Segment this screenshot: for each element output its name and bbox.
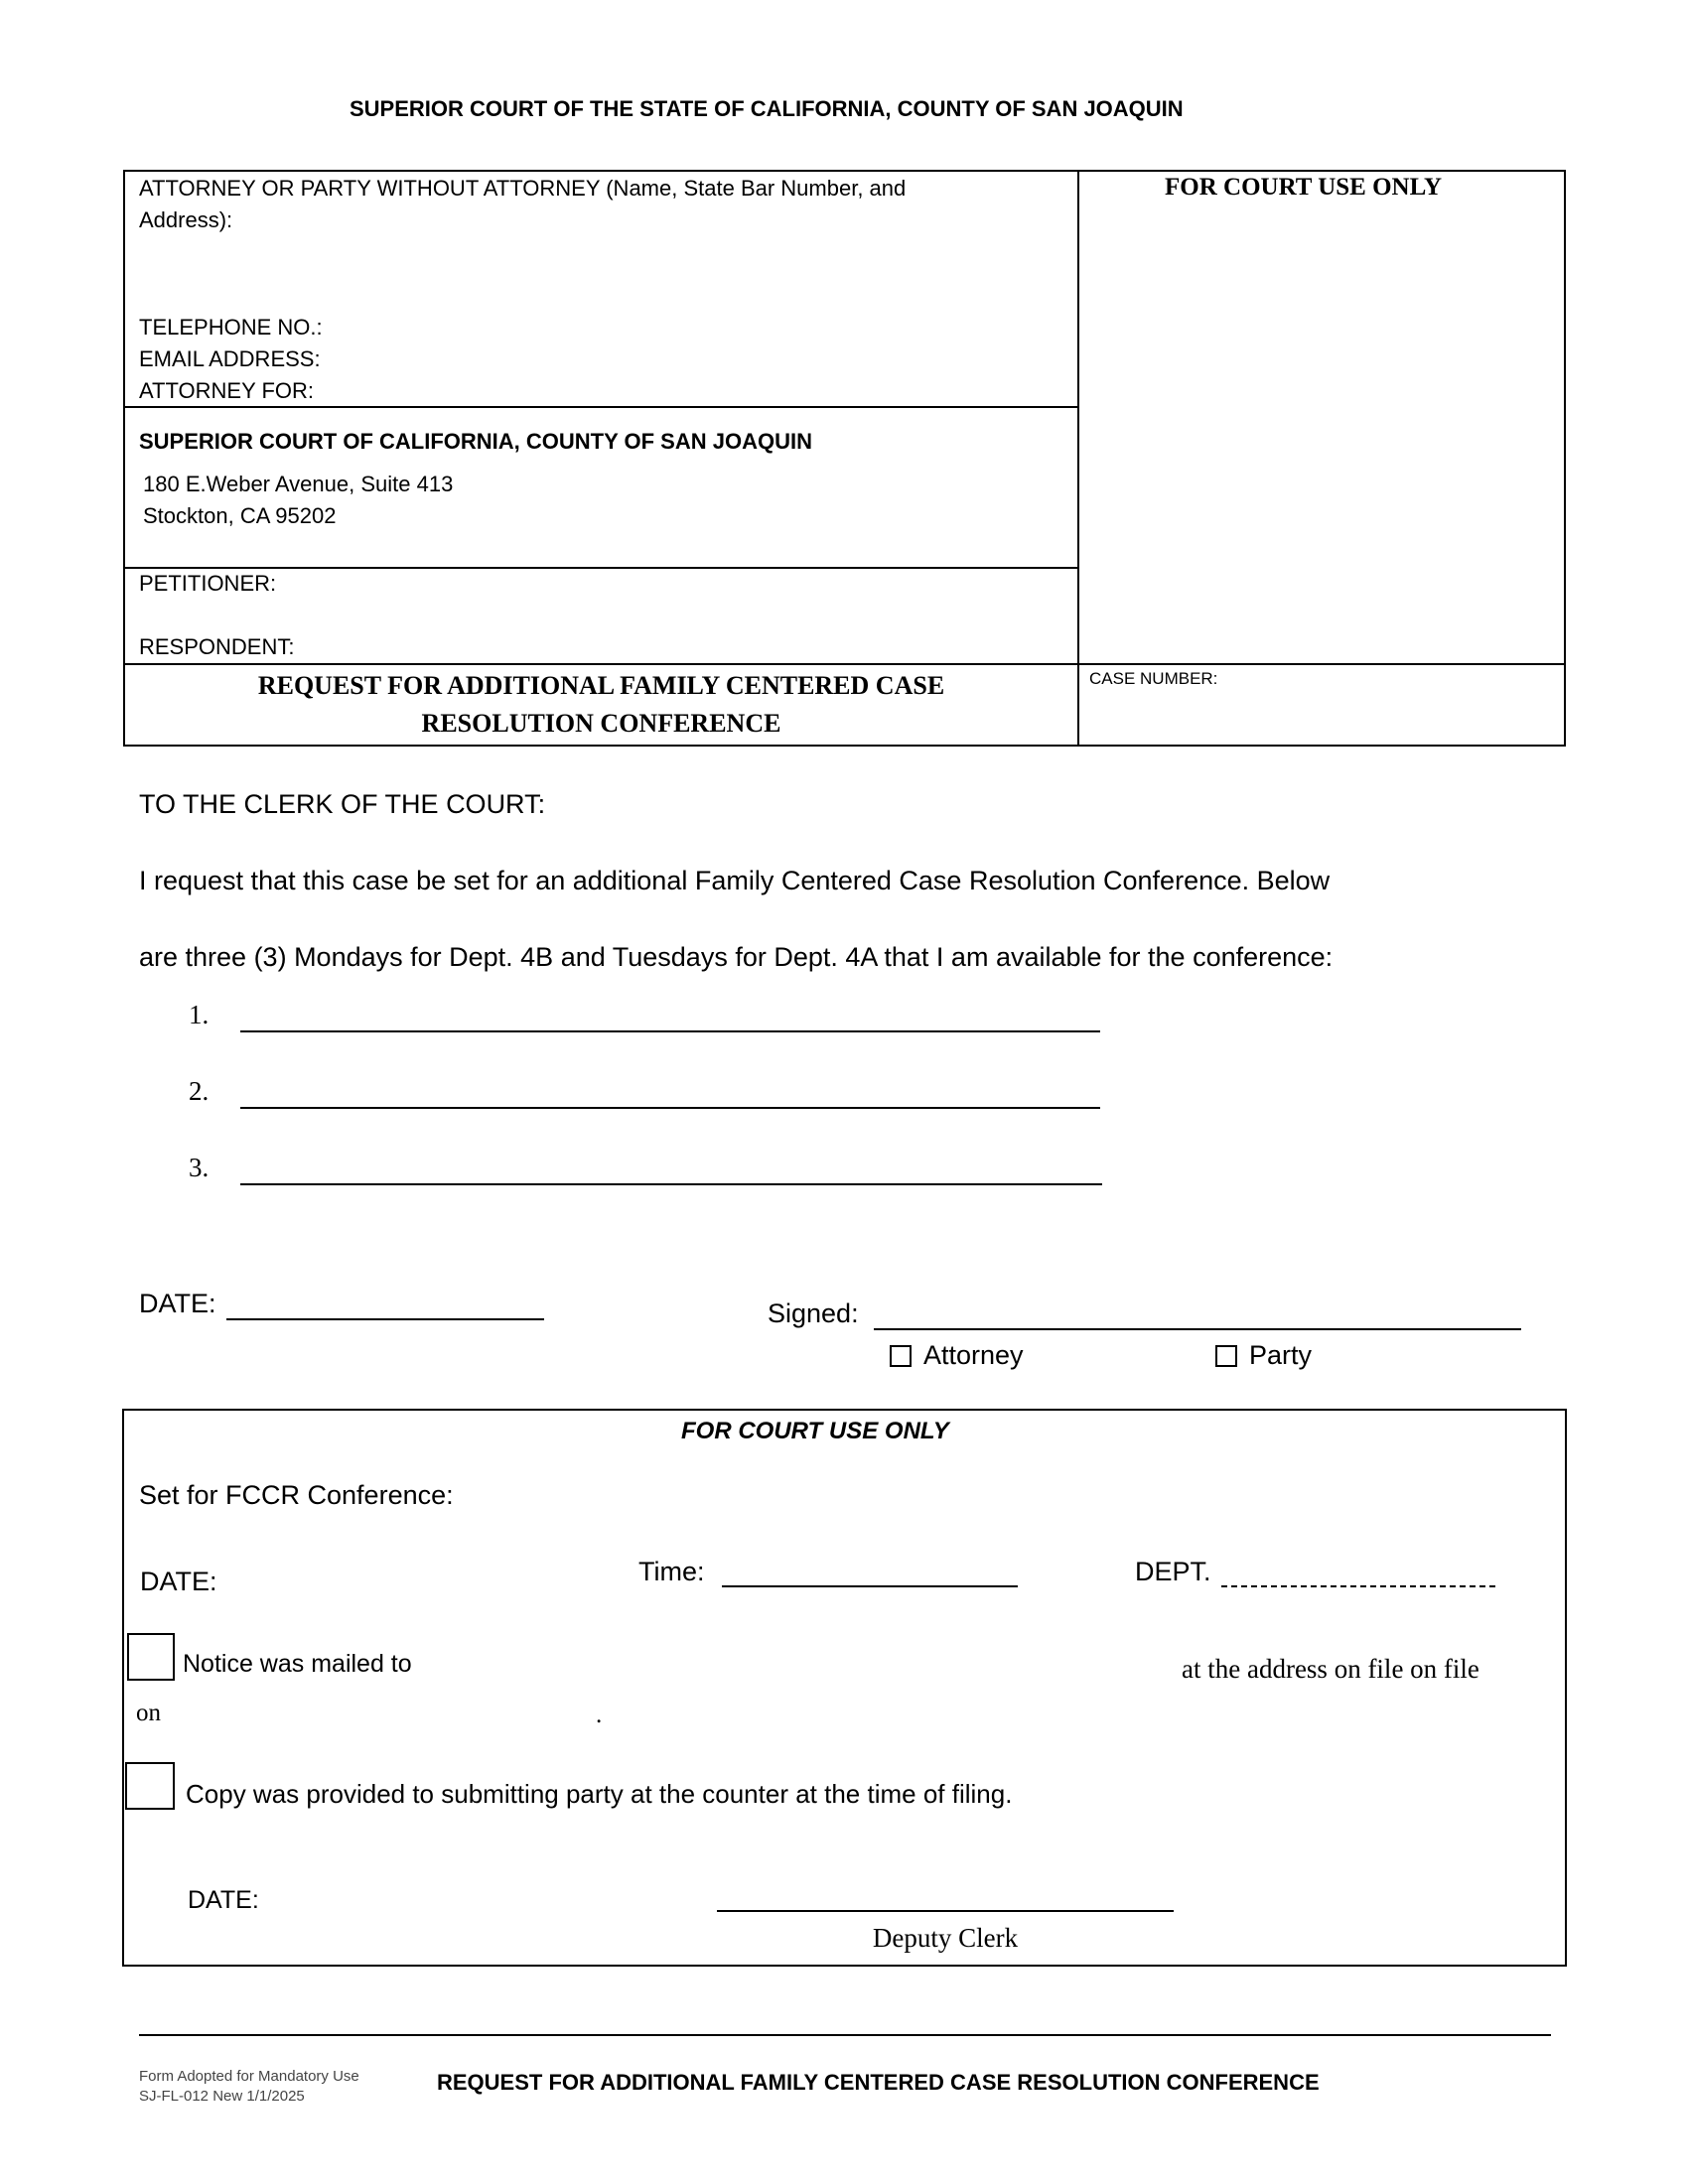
signature-field[interactable] — [874, 1328, 1521, 1330]
form-title-line1: REQUEST FOR ADDITIONAL FAMILY CENTERED CASE — [257, 671, 945, 700]
attorney-checkbox[interactable] — [890, 1345, 912, 1367]
email-label: EMAIL ADDRESS: — [139, 346, 321, 371]
request-text-line2: are three (3) Mondays for Dept. 4B and Tuesdays for Dept. 4A that I am available for the conference: — [139, 942, 1334, 972]
date-option-number: 1. — [189, 1000, 210, 1029]
court-use-heading: FOR COURT USE ONLY — [681, 1418, 949, 1444]
attorney-contact-labels — [139, 312, 323, 407]
notice-period: . — [596, 1702, 603, 1728]
date-option-3-field[interactable] — [240, 1183, 1102, 1185]
deputy-clerk-label: Deputy Clerk — [872, 1923, 1019, 1953]
on-label: on — [136, 1700, 161, 1726]
footer-adopted-line1: Form Adopted for Mandatory Use — [139, 2068, 359, 2085]
court-address-line2: Stockton, CA 95202 — [143, 503, 337, 528]
time-field[interactable] — [722, 1585, 1018, 1587]
attorney-label-line2: Address): — [139, 207, 233, 232]
attorney-label-line1: ATTORNEY OR PARTY WITHOUT ATTORNEY (Name, State Bar Number, and — [139, 176, 907, 201]
date-option-number: 2. — [189, 1076, 210, 1106]
date-option-1-field[interactable] — [240, 1030, 1100, 1032]
signed-label: Signed: — [768, 1298, 859, 1328]
date-field[interactable] — [226, 1318, 544, 1320]
party-checkbox[interactable] — [1215, 1345, 1237, 1367]
hearing-date-label: DATE: — [140, 1567, 217, 1596]
notice-mailed-label: Notice was mailed to — [183, 1650, 412, 1678]
set-for-label: Set for FCCR Conference: — [139, 1480, 454, 1510]
attorney-option-label: Attorney — [923, 1340, 1024, 1370]
footer-divider — [139, 2034, 1551, 2036]
footer-form-title: REQUEST FOR ADDITIONAL FAMILY CENTERED CASE RESOLUTION CONFERENCE — [437, 2070, 1320, 2095]
attorney-option[interactable] — [890, 1340, 1024, 1371]
salutation: TO THE CLERK OF THE COURT: — [139, 789, 546, 819]
deputy-clerk-signature-field[interactable] — [717, 1910, 1174, 1912]
address-on-file-label: at the address on file on file — [1182, 1654, 1479, 1684]
court-use-only-label: FOR COURT USE ONLY — [1165, 174, 1443, 201]
notice-mailed-checkbox[interactable] — [127, 1633, 175, 1681]
request-text-line1: I request that this case be set for an additional Family Centered Case Resolution Conference. Below — [139, 866, 1331, 895]
footer-adopted — [139, 2067, 359, 2107]
party-option-label: Party — [1249, 1340, 1313, 1370]
dept-field[interactable] — [1221, 1585, 1495, 1587]
court-address-line1: 180 E.Weber Avenue, Suite 413 — [143, 472, 454, 496]
attorney-for-label: ATTORNEY FOR: — [139, 378, 315, 403]
page-header-title: SUPERIOR COURT OF THE STATE OF CALIFORNIA, COUNTY OF SAN JOAQUIN — [350, 96, 1184, 121]
form-title — [123, 667, 1079, 743]
clerk-date-label: DATE: — [188, 1886, 259, 1914]
dept-label: DEPT. — [1135, 1557, 1211, 1586]
attorney-label — [139, 173, 906, 236]
time-label: Time: — [638, 1557, 705, 1586]
court-address — [143, 469, 453, 532]
party-option[interactable] — [1215, 1340, 1312, 1371]
respondent-label: RESPONDENT: — [139, 634, 295, 659]
petitioner-label: PETITIONER: — [139, 571, 277, 596]
court-name: SUPERIOR COURT OF CALIFORNIA, COUNTY OF SAN JOAQUIN — [139, 429, 812, 454]
copy-provided-label: Copy was provided to submitting party at the counter at the time of filing. — [186, 1779, 1013, 1809]
form-title-line2: RESOLUTION CONFERENCE — [421, 709, 781, 738]
case-number-label: CASE NUMBER: — [1089, 669, 1218, 688]
copy-provided-checkbox[interactable] — [125, 1762, 175, 1810]
date-option-2-field[interactable] — [240, 1107, 1100, 1109]
footer-form-number: SJ-FL-012 New 1/1/2025 — [139, 2088, 305, 2105]
date-option-number: 3. — [189, 1153, 210, 1182]
date-label: DATE: — [139, 1289, 216, 1318]
telephone-label: TELEPHONE NO.: — [139, 315, 323, 340]
